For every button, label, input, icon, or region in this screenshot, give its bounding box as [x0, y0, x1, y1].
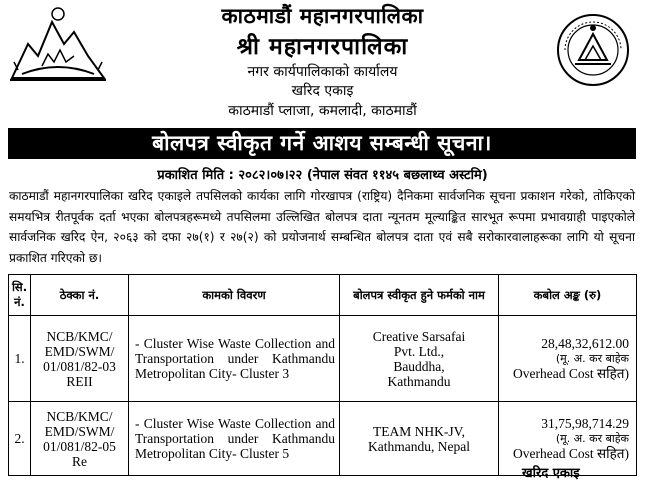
notice-paragraph: काठमाडौं महानगरपालिका खरिद एकाइले तपसिलको कार्यका लागि गोरखापत्र (राष्ट्रिय) दैनिकमा सार्वजनिक सूचना प्रकाशन गरेको, तोकिएको समयभित्र रीतपूर्वक दर्ता भएका बोलपत्रहरूमध्ये तपसिलमा उल्लिखित बोलपत्र दाता न्यूनतम मूल्याङ्कित सारभूत रूपमा प्रभावग्राही पाइएकोले सार्वजनिक खरिद ऐन, २०६३ को दफा २७(१) र २७(२) को प्रयोजनार्थ सम्बन्धित बोलपत्र दाता एवं सबै सरोकारवालाहरूका लागि यो सूचना प्रकाशित गरिएको छ।	[9, 189, 635, 265]
office-name: नगर कार्यपालिकाको कार्यालय	[247, 64, 398, 80]
header-bidder: बोलपत्र स्वीकृत हुने फर्मको नाम	[340, 275, 499, 316]
row-amount: 31,75,98,714.29 (मू. अ. कर बाहेक Overhead Cost सहित)	[499, 402, 637, 476]
header-amount: कबोल अङ्क (रु)	[499, 275, 637, 316]
row-sn: 1.	[9, 316, 31, 402]
org-name-stylized: श्री महानगरपालिका	[236, 33, 409, 60]
table-header-row	[9, 275, 637, 316]
publish-date: प्रकाशित मिति : २०८२।०७।२२ (नेपाल संवत ११४५ बछलाथ्व अस्टमि)	[157, 168, 488, 183]
office-address: काठमाडौं प्लाजा, कमलादी, काठमाडौं	[228, 103, 417, 119]
unit-name: खरिद एकाइ	[291, 83, 354, 99]
row-bidder: TEAM NHK-JV, Kathmandu, Nepal	[340, 402, 499, 476]
header-sn: सि. नं.	[9, 275, 31, 316]
signature-unit: खरिद एकाइ	[522, 466, 580, 481]
row-tender: NCB/KMC/ EMD/SWM/ 01/081/82-03 REII	[31, 316, 129, 402]
kmc-seal-icon	[555, 12, 631, 88]
row-sn: 2.	[9, 402, 31, 476]
row-work: - Cluster Wise Waste Collection and Transportation under Kathmandu Metropolitan City- Cluster 5	[129, 402, 340, 476]
notice-banner: बोलपत्र स्वीकृत गर्ने आशय सम्बन्धी सूचना।	[8, 128, 636, 159]
letterhead	[0, 0, 645, 128]
row-amount: 28,48,32,612.00 (मू. अ. कर बाहेक Overhead Cost सहित)	[499, 316, 637, 402]
row-tender: NCB/KMC/ EMD/SWM/ 01/081/82-05 Re	[31, 402, 129, 476]
org-name: काठमाडौं महानगरपालिका	[221, 4, 424, 28]
row-bidder: Creative Sarsafai Pvt. Ltd., Bauddha, Kathmandu	[340, 316, 499, 402]
header-work: कामको विवरण	[129, 275, 340, 316]
header-tender: ठेक्का नं.	[31, 275, 129, 316]
row-work: - Cluster Wise Waste Collection and Transportation under Kathmandu Metropolitan City- Cluster 3	[129, 316, 340, 402]
bid-table	[8, 274, 637, 476]
table-row	[9, 316, 637, 402]
